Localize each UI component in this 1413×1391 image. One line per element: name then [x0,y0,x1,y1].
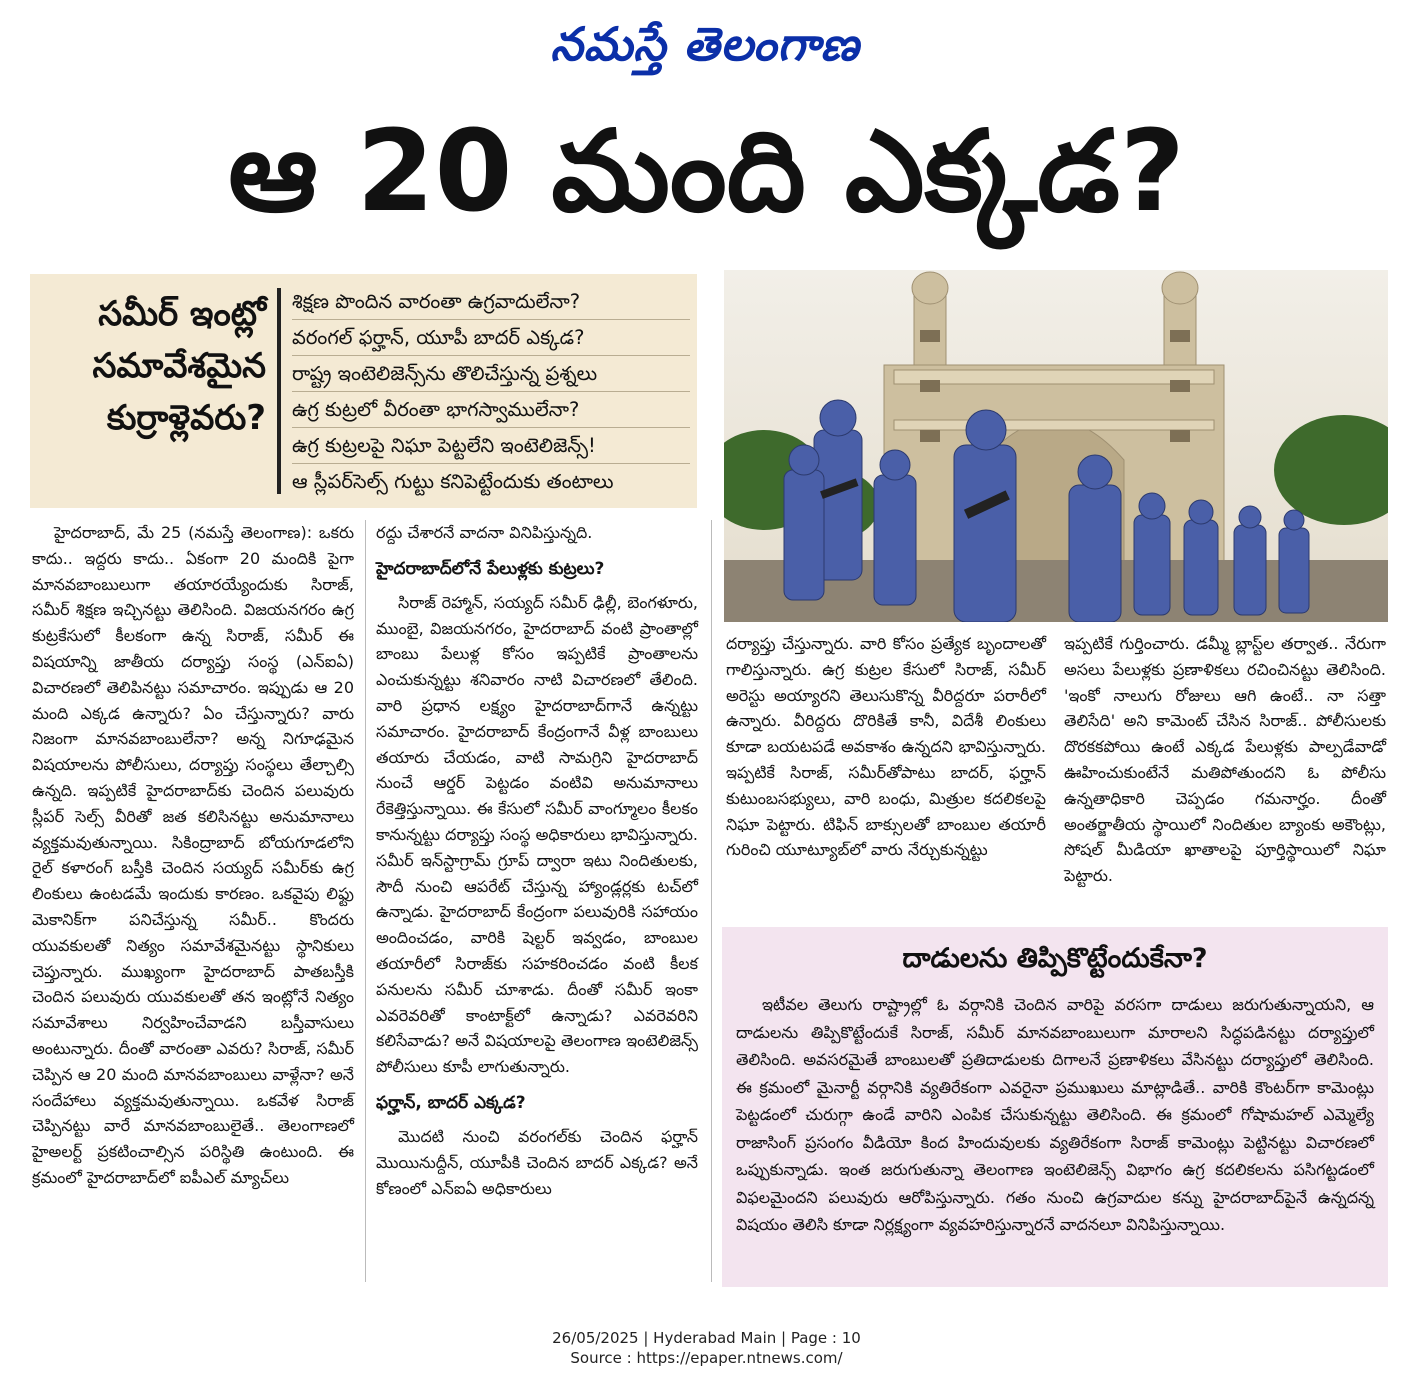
article-column-1 [32,520,354,1191]
article-subheading: ఫర్హాన్, బాదర్ ఎక్కడ? [376,1092,526,1113]
highlights-list [292,284,690,500]
highlight-item: ఉగ్ర కుట్రలో వీరంతా భాగస్వాములేనా? [292,392,690,428]
column-rule [365,520,366,1282]
article-paragraph: మొదటి నుంచి వరంగల్‌కు చెందిన ఫర్హాన్ మొయినుద్దీన్, యూపీకి చెందిన బాదర్ ఎక్కడ? అనే కోణంలో ఎన్ఐఏ అధికారులు [376,1126,698,1198]
highlights-box [30,274,697,508]
highlights-title: సమీర్ ఇంట్లో సమావేశమైన కుర్రాళ్లెవరు? [92,294,266,438]
article-column-4 [1064,631,1386,889]
sidebar-story-title: దాడులను తిప్పికొట్టేందుకేనా? [902,943,1208,974]
highlights-divider [277,288,281,494]
sidebar-story-body [736,991,1374,1239]
article-paragraph: ఇటీవల తెలుగు రాష్ట్రాల్లో ఓ వర్గానికి చెందిన వారిపై వరసగా దాడులు జరుగుతున్నాయని, ఆ దాడులను తిప్పికొట్టేందుకే సిరాజ్, సమీర్ మానవబాంబులుగా మారాలని సిద్ధపడినట్టు దర్యాప్తులో తెలిసింది. అవసరమైతే బాంబులతో ప్రతిదాడులకు దిగాలనే ప్రణాళికలు వేసినట్టు దర్యాప్తులో తెలిసింది. ఈ క్రమంలో మైనార్టీ వర్గానికి వ్యతిరేకంగా ఎవరైనా ప్రముఖులు మాట్లాడితే.. వారికి కౌంటర్‌గా కామెంట్లు పెట్టడంలో చురుగ్గా ఉండే వారిని ఎంపిక చేసుకున్నట్టు తెలిసింది. ఈ క్రమంలో గోషామహల్ ఎమ్మెల్యే రాజాసింగ్ ప్రసంగం వీడియో కింద హిందువులకు వ్యతిరేకంగా సిరాజ్ కామెంట్లు పెట్టినట్టు విచారణలో ఒప్పుకున్నాడు. ఇంత జరుగుతున్నా తెలంగాణ ఇంటెలిజెన్స్ విభాగం ఉగ్ర కదలికలను పసిగట్టడంలో విఫలమైందని పలువురు ఆరోపిస్తున్నారు. గతం నుంచి ఉగ్రవాదుల కన్ను హైదరాబాద్‌పైనే ఉన్నదన్న విషయం తెలిసి కూడా నిర్లక్ష్యంగా వ్యవహరిస్తున్నారనే వాదనలూ వినిపిస్తున్నాయి. [736,995,1374,1234]
photo-illustration [724,270,1388,622]
sidebar-story-box [722,927,1388,1287]
highlight-item: ఆ స్లీపర్‌సెల్స్ గుట్టు కనిపెట్టేందుకు తంటాలు [292,470,614,493]
highlight-item: వరంగల్ ఫర్హాన్, యూపీ బాదర్ ఎక్కడ? [292,320,690,356]
page-footer [0,1328,1413,1368]
article-paragraph: హైదరాబాద్, మే 25 (నమస్తే తెలంగాణ): ఒకరు కాదు.. ఇద్దరు కాదు.. ఏకంగా 20 మందికి పైగా మానవబాంబులుగా తయారయ్యేందుకు సిరాజ్, సమీర్ శిక్షణ ఇచ్చినట్టు తెలిసింది. విజయనగరం ఉగ్ర కుట్రకేసులో కీలకంగా ఉన్న సిరాజ్, సమీర్ ఈ విషయాన్ని జాతీయ దర్యాప్తు సంస్థ (ఎన్ఐఏ) విచారణలో తెలిపినట్టు సమాచారం. ఇప్పుడు ఆ 20 మంది ఎక్కడ ఉన్నారు? ఏం చేస్తున్నారు? వారు నిజంగా మానవబాంబులేనా? అన్న నిగూఢమైన విషయాలను పోలీసులు, దర్యాప్తు సంస్థలు తేల్చాల్సి ఉన్నది. ఇప్పటికే హైదరాబాద్‌కు చెందిన పలువురు స్లీపర్ సెల్స్ వీరితో జత కలిసినట్టు అనుమానాలు వ్యక్తమవుతున్నాయి. సికింద్రాబాద్ బోయగూడలోని రైల్ కళారంగ్ బస్తీకి చెందిన సయ్యద్ సమీర్‌కు ఉగ్ర లింకులు ఉంటడమే ఇందుకు కారణం. ఒకవైపు లిఫ్టు మెకానిక్‌గా పనిచేస్తున్న సమీర్.. కొందరు యువకులతో నిత్యం సమావేశమైనట్టు స్థానికులు చెప్తున్నారు. ముఖ్యంగా హైదరాబాద్ పాతబస్తీకి చెందిన పలువురు యువకులతో తన ఇంట్లోనే నిత్యం సమావేశాలు నిర్వహించేవాడని బస్తీవాసులు అంటున్నారు. దీంతో వారంతా ఎవరు? సిరాజ్, సమీర్ చెప్పిన ఆ 20 మంది మానవబాంబులు వాళ్లేనా? అనే సందేహాలు వ్యక్తమవుతున్నాయి. ఒకవేళ సిరాజ్ చెప్పినట్టు వారే మానవబాంబులైతే.. తెలంగాణలో హైఅలర్ట్ ప్రకటించాల్సిన పరిస్థితి ఉంటుంది. ఈ క్రమంలో హైదరాబాద్‌లో ఐపీఎల్ మ్యాచ్‌లు [32,523,354,1187]
footer-date-edition: 26/05/2025 | Hyderabad Main | Page : 10 [552,1329,861,1347]
article-subheading: హైదరాబాద్‌లోనే పేలుళ్లకు కుట్రలు? [376,558,605,579]
article-paragraph: రద్దు చేశారనే వాదనా వినిపిస్తున్నది. [376,523,593,542]
highlight-item: ఉగ్ర కుట్రలపై నిఘా పెట్టలేని ఇంటెలిజెన్స్! [292,428,690,464]
highlight-item: రాష్ట్ర ఇంటెలిజెన్స్‌ను తొలిచేస్తున్న ప్రశ్నలు [292,356,690,392]
article-column-3 [726,631,1046,863]
headline: ఆ 20 మంది ఎక్కడ? [228,107,1185,237]
article-paragraph: దర్యాప్తు చేస్తున్నారు. వారి కోసం ప్రత్యేక బృందాలతో గాలిస్తున్నారు. ఉగ్ర కుట్రల కేసులో సిరాజ్, సమీర్ అరెస్టు అయ్యారని తెలుసుకొన్న వీరిద్దరూ పరారీలో ఉన్నారు. వీరిద్దరు దొరికితే కానీ, విదేశీ లింకులు కూడా బయటపడే అవకాశం ఉన్నదని భావిస్తున్నారు. ఇప్పటికే సిరాజ్, సమీర్‌తోపాటు బాదర్, ఫర్హాన్ కుటుంబసభ్యులు, వారి బంధు, మిత్రుల కదలికలపై నిఘా పెట్టారు. టిఫిన్ బాక్సులతో బాంబుల తయారీ గురించి యూట్యూబ్‌లో వారు నేర్చుకున్నట్టు [726,634,1046,860]
news-photo-charminar-police [724,270,1388,622]
highlight-item: శిక్షణ పొందిన వారంతా ఉగ్రవాదులేనా? [292,284,690,320]
column-rule [711,520,712,1282]
article-paragraph: సిరాజ్ రెహ్మాన్, సయ్యద్ సమీర్ ఢిల్లీ, బెంగళూరు, ముంబై, విజయనగరం, హైదరాబాద్ వంటి ప్రాంతాల్లో బాంబు పేలుళ్ల కోసం ఇప్పటికే ప్రాంతాలను ఎంచుకున్నట్టు శనివారం నాటి విచారణలో తేలింది. వారి ప్రధాన లక్ష్యం హైదరాబాద్‌గానే ఉన్నట్టు సమాచారం. హైదరాబాద్ కేంద్రంగానే వీళ్ల బాంబులు తయారు చేయడం, వాటి సామగ్రిని హైదరాబాద్ నుంచే ఆర్డర్ పెట్టడం వంటివి అనుమానాలు రేకెత్తిస్తున్నాయి. ఈ కేసులో సమీర్ వాంగ్మూలం కీలకం కానున్నట్టు దర్యాప్తు సంస్థ అధికారులు భావిస్తున్నారు. సమీర్ ఇన్‌స్టాగ్రామ్ గ్రూప్ ద్వారా ఇటు నిందితులకు, సౌదీ నుంచి ఆపరేట్ చేస్తున్న హ్యాండ్లర్లకు టచ్‌లో ఉన్నాడు. హైదరాబాద్ కేంద్రంగా పలువురికి సహాయం అందించడం, వారికి షెల్టర్ ఇవ్వడం, బాంబుల తయారీలో సిరాజ్‌కు సహకరించడం వంటి కీలక పనులను సమీర్ చూశాడు. దీంతో సమీర్ ఇంకా ఎవరెవరితో కాంటాక్ట్‌లో ఉన్నాడు? ఎవరెవరిని కలిసేవాడు? అనే విషయాలపై తెలంగాణ ఇంటెలిజెన్స్ పోలీసులు కూపీ లాగుతున్నారు. [376,592,698,1077]
masthead-logo: నమస్తే తెలంగాణ [550,17,860,71]
article-paragraph: ఇప్పటికే గుర్తించారు. డమ్మీ బ్లాస్ట్‌ల తర్వాత.. నేరుగా అసలు పేలుళ్లకు ప్రణాళికలు రచించినట్టు తెలిసింది. 'ఇంకో నాలుగు రోజులు ఆగి ఉంటే.. నా సత్తా తెలిసేది' అని కామెంట్ చేసిన సిరాజ్.. పోలీసులకు దొరకకపోయి ఉంటే ఎక్కడ పేలుళ్లకు పాల్పడేవాడో ఊహించుకుంటేనే మతిపోతుందని ఓ పోలీసు ఉన్నతాధికారి చెప్పడం గమనార్హం. దీంతో అంతర్జాతీయ స్థాయిలో నిందితుల బ్యాంకు అకౌంట్లు, సోషల్ మీడియా ఖాతాలపై పూర్తిస్థాయిలో నిఘా పెట్టారు. [1064,634,1386,886]
footer-source: Source : https://epaper.ntnews.com/ [570,1349,843,1367]
article-column-2 [376,520,698,1201]
